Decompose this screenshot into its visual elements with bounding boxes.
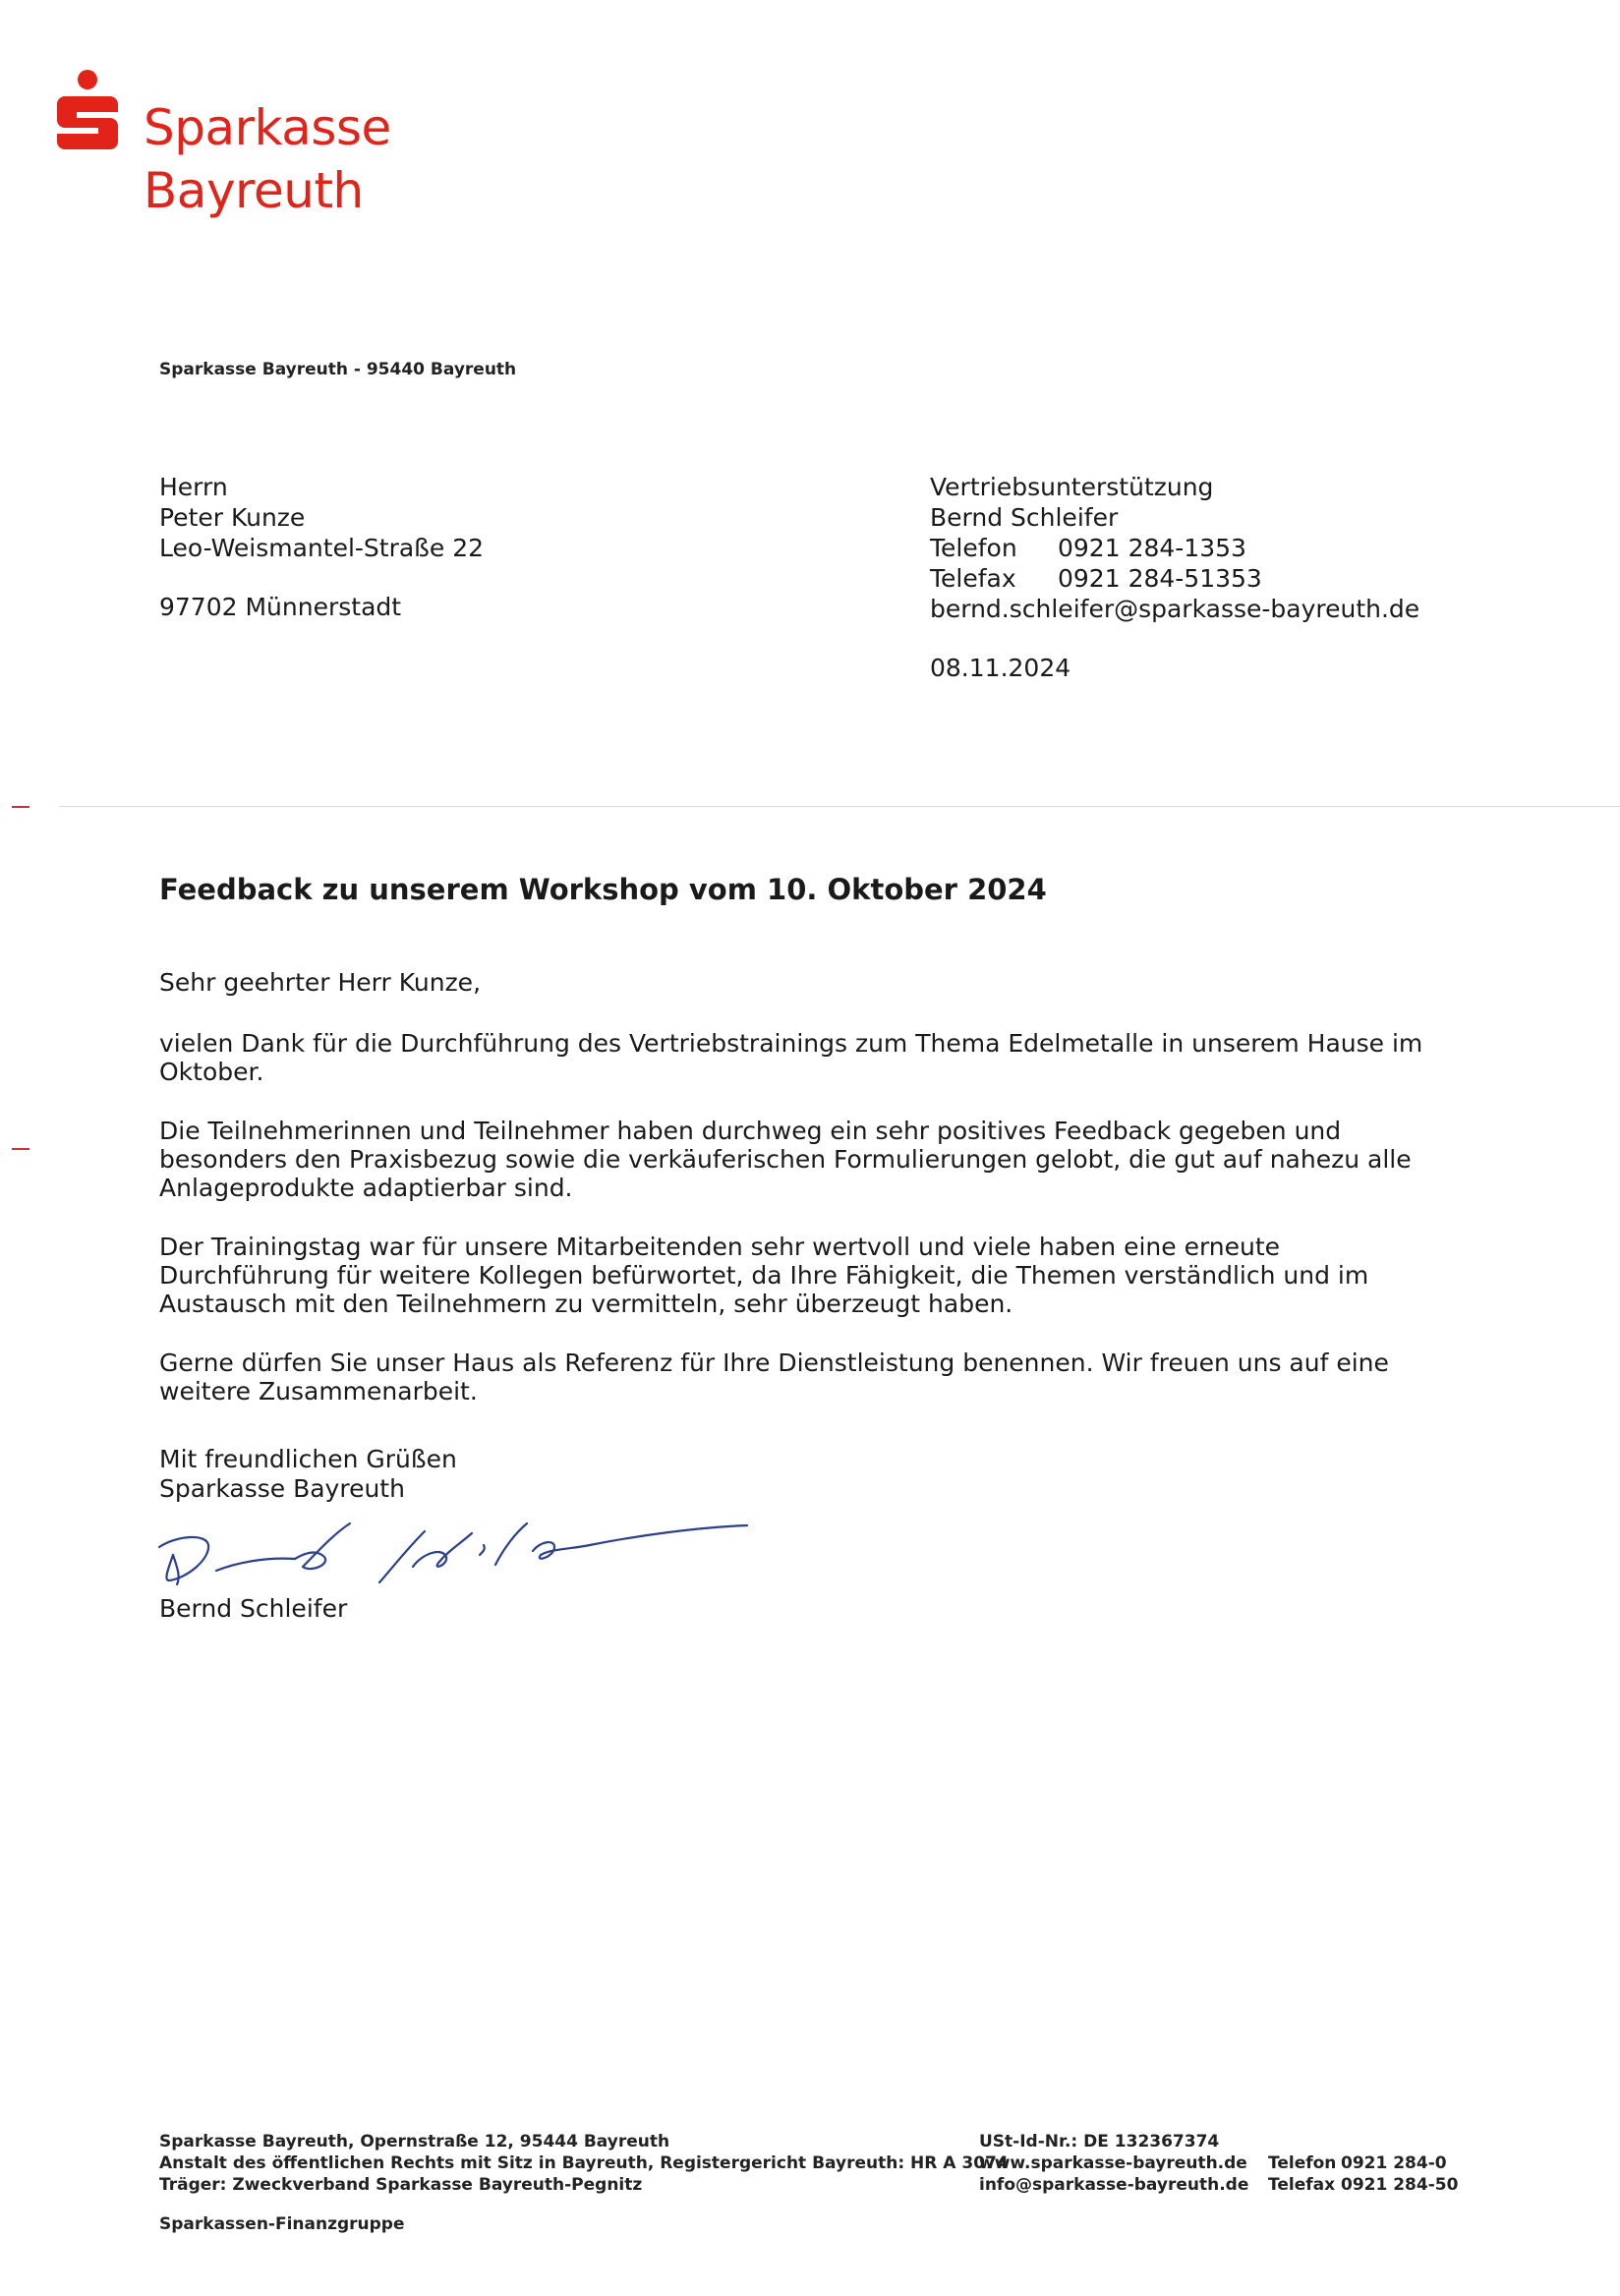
footer-phone: 0921 284-0 xyxy=(1341,2153,1447,2173)
contact-block xyxy=(930,472,1419,683)
brand-name-line1: Sparkasse xyxy=(144,99,391,156)
recipient-name: Peter Kunze xyxy=(159,503,306,532)
paragraph-3: Der Trainingstag war für unsere Mitarbeitenden sehr wertvoll und viele haben eine erneute Durchführung für weitere Kollegen befürwortet, da Ihre Fähigkeit, die Themen verständlich und im Austausch mit den Teilnehmern zu vermitteln, sehr überzeugt haben. xyxy=(159,1233,1369,1318)
sparkasse-logo xyxy=(55,69,389,226)
recipient-address xyxy=(159,472,484,622)
recipient-street: Leo-Weismantel-Straße 22 xyxy=(159,534,485,562)
footer-address: Sparkasse Bayreuth, Opernstraße 12, 95444 Bayreuth xyxy=(159,2132,670,2152)
fold-line xyxy=(0,806,1620,808)
brand-name-line2: Bayreuth xyxy=(144,162,364,219)
footer-fax-label: Telefax xyxy=(1268,2175,1336,2195)
footer-contact xyxy=(979,2131,1248,2196)
sender-return-address: Sparkasse Bayreuth - 95440 Bayreuth xyxy=(159,360,517,379)
contact-fax-row xyxy=(930,563,1419,594)
letter-body xyxy=(159,968,1457,1436)
letter-subject: Feedback zu unserem Workshop vom 10. Oktober 2024 xyxy=(159,873,1047,906)
letter-date: 08.11.2024 xyxy=(930,654,1071,682)
contact-department: Vertriebsunterstützung xyxy=(930,473,1214,501)
handwritten-signature xyxy=(147,1506,777,1594)
footer-group-name: Sparkassen-Finanzgruppe xyxy=(159,2214,405,2234)
footer-fax: 0921 284-50 xyxy=(1341,2175,1459,2195)
contact-phone-row xyxy=(930,533,1419,563)
letter-greeting: Sehr geehrter Herr Kunze, xyxy=(159,968,482,997)
footer-legal xyxy=(159,2131,1009,2196)
footer-phone-label: Telefon xyxy=(1268,2153,1337,2173)
recipient-city: 97702 Münnerstadt xyxy=(159,593,402,621)
paragraph-4: Gerne dürfen Sie unser Haus als Referenz für Ihre Dienstleistung benennen. Wir freuen uns auf eine weitere Zusammenarbeit. xyxy=(159,1349,1389,1406)
sparkasse-s-icon xyxy=(55,69,120,157)
contact-fax: 0921 284-51353 xyxy=(1058,564,1262,593)
fold-divider xyxy=(59,806,1620,807)
contact-phone: 0921 284-1353 xyxy=(1058,534,1246,562)
paragraph-1: vielen Dank für die Durchführung des Vertriebstrainings zum Thema Edelmetalle in unserem Hause im Oktober. xyxy=(159,1029,1423,1086)
footer-fax-row xyxy=(1268,2174,1458,2196)
closing-organisation: Sparkasse Bayreuth xyxy=(159,1474,405,1503)
closing-greeting: Mit freundlichen Grüßen xyxy=(159,1445,457,1473)
fold-mark xyxy=(12,806,29,808)
footer-phone-block xyxy=(1268,2152,1458,2196)
punch-mark xyxy=(12,1148,29,1150)
footer-carrier: Träger: Zweckverband Sparkasse Bayreuth-Pegnitz xyxy=(159,2175,643,2195)
contact-email: bernd.schleifer@sparkasse-bayreuth.de xyxy=(930,595,1420,623)
footer-website: www.sparkasse-bayreuth.de xyxy=(979,2153,1247,2173)
recipient-salutation: Herrn xyxy=(159,473,228,501)
footer-phone-row xyxy=(1268,2152,1458,2174)
footer-legal-info: Anstalt des öffentlichen Rechts mit Sitz in Bayreuth, Registergericht Bayreuth: HR A 3074 xyxy=(159,2153,1009,2173)
signer-name: Bernd Schleifer xyxy=(159,1594,348,1623)
letter-closing xyxy=(159,1445,457,1504)
contact-name: Bernd Schleifer xyxy=(930,503,1119,532)
paragraph-2: Die Teilnehmerinnen und Teilnehmer haben durchweg ein sehr positives Feedback gegeben und besonders den Praxisbezug sowie die verkäuferischen Formulierungen gelobt, die gut auf nahezu alle Anlageprodukte adaptierbar sind. xyxy=(159,1117,1412,1202)
footer-email: info@sparkasse-bayreuth.de xyxy=(979,2175,1249,2195)
contact-phone-label: Telefon xyxy=(930,534,1017,562)
footer-vat-id: USt-Id-Nr.: DE 132367374 xyxy=(979,2132,1220,2152)
contact-fax-label: Telefax xyxy=(930,564,1016,593)
